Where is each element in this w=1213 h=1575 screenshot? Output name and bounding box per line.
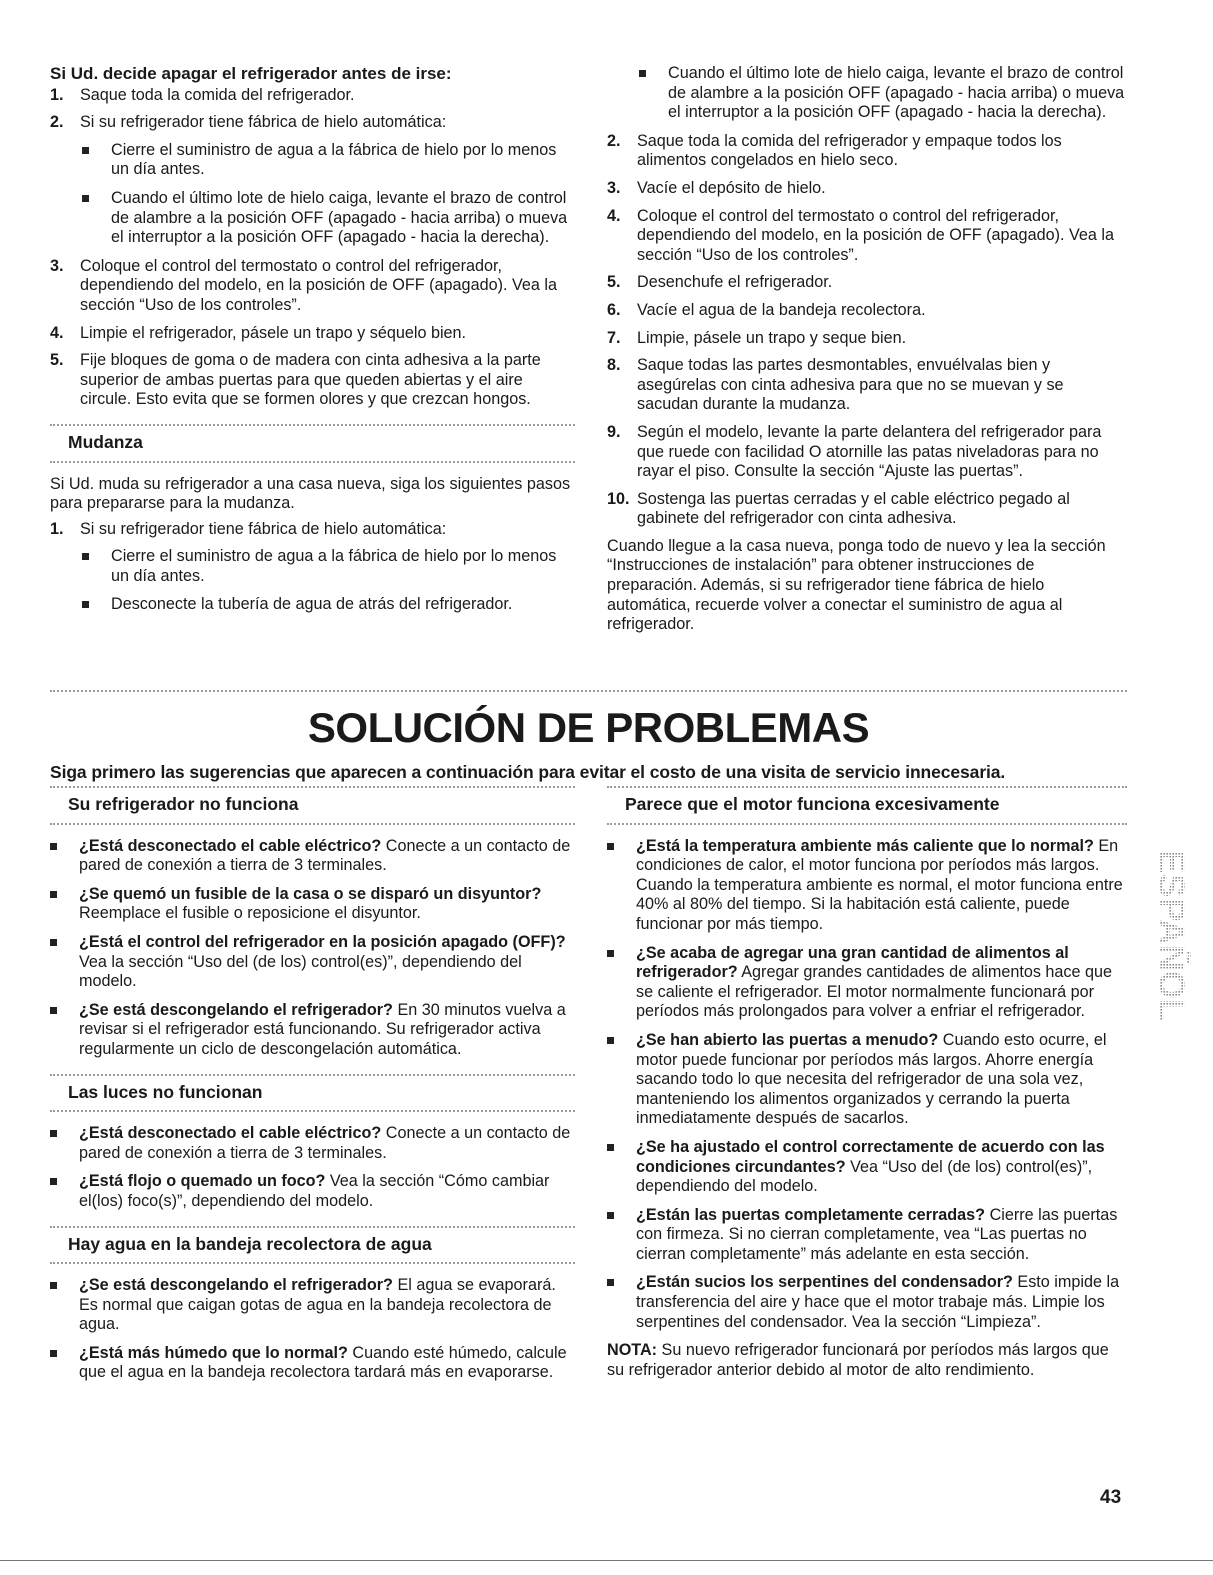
troubleshoot-item: ¿Está desconectado el cable eléctrico? Conecte a un contacto de pared de conexión a tierra de 3 terminales. [50,837,575,876]
section-heading-motor: Parece que el motor funciona excesivamente [607,786,1127,825]
list-item: 4. Limpie el refrigerador, pásele un trapo y séquelo bien. [50,323,467,342]
bullet-item: Desconecte la tubería de agua de atrás del refrigerador. [82,595,575,615]
bottom-left-column [50,786,575,1392]
section-heading-agua-bandeja: Hay agua en la bandeja recolectora de agua [50,1226,575,1265]
right-top-column [607,64,1127,641]
closing-paragraph: Cuando llegue a la casa nueva, ponga todo de nuevo y lea la sección “Instrucciones de instalación” para obtener instrucciones de preparación. Además, si su refrigerador tiene fábrica de hielo automática, recuerde volver a conectar el suministro de agua al refrigerador. [607,536,1106,634]
bullet-item: Cuando el último lote de hielo caiga, levante el brazo de control de alambre a la posición OFF (apagado - hacia arriba) o mueva el interruptor a la posición OFF (apagado - hacia la derecha). [639,64,1127,123]
list-item: 10. Sostenga las puertas cerradas y el cable eléctrico pegado al gabinete del refrigerador con cinta adhesiva. [607,489,1070,528]
list-item: 5. Desenchufe el refrigerador. [607,273,833,292]
list-item: 4. Coloque el control del termostato o control del refrigerador, dependiendo del modelo, en la posición de OFF (apagado). Vea la sección “Uso de los controles”. [607,206,1114,264]
list-item: 6. Vacíe el agua de la bandeja recolectora. [607,300,926,319]
troubleshoot-item: ¿Está más húmedo que lo normal? Cuando esté húmedo, calcule que el agua en la bandeja recolectora tardará más en evaporarse. [50,1344,575,1383]
list-item: 7. Limpie, pásele un trapo y seque bien. [607,328,907,347]
troubleshoot-item: ¿Está el control del refrigerador en la posición apagado (OFF)? Vea la sección “Uso del (de los) control(es)”, dependiendo del modelo. [50,933,575,992]
language-side-tab [1147,810,1191,1060]
troubleshoot-item: ¿Están las puertas completamente cerradas? Cierre las puertas con firmeza. Si no cierran completamente, vea “Las puertas no cierran completamente” más adelante en esta sección. [607,1206,1127,1265]
troubleshoot-item: ¿Están sucios los serpentines del condensador? Esto impide la transferencia del aire y hace que el motor trabaje más. Limpie los serpentines del condensador. Vea la sección “Limpieza”. [607,1273,1127,1332]
troubleshoot-item: ¿Está la temperatura ambiente más caliente que lo normal? En condiciones de calor, el motor funciona por períodos más largos. Cuando la temperatura ambiente es normal, el motor funciona entre 40% al 80% del tiempo. Si la habitación está caliente, puede funcionar por más tiempo. [607,837,1127,935]
list-item: 8. Saque todas las partes desmontables, envuélvalas bien y asegúrelas con cinta adhesiva para que no se muevan y se sacudan durante la mudanza. [607,356,1064,414]
page-title: SOLUCIÓN DE PROBLEMAS [307,704,870,751]
bottom-right-column [607,786,1127,1386]
language-tab-graphic [1147,810,1191,1060]
footer-rule [0,1560,1213,1561]
left-top-column [50,64,575,624]
note-paragraph: NOTA: Su nuevo refrigerador funcionará por períodos más largos que su refrigerador anterior debido al motor de alto rendimiento. [607,1341,1109,1379]
section-subheading: Si Ud. decide apagar el refrigerador antes de irse: [50,64,452,83]
bullet-item: Cuando el último lote de hielo caiga, levante el brazo de control de alambre a la posición OFF (apagado - hacia arriba) o mueva el interruptor a la posición OFF (apagado - hacia la derecha). [82,189,575,248]
section-divider [50,690,1127,692]
list-item: 5. Fije bloques de goma o de madera con cinta adhesiva a la parte superior de ambas puertas para que queden abiertas y el aire circule. Esto evita que se formen olores y que crezcan hongos. [50,351,541,409]
list-item: 2. Si su refrigerador tiene fábrica de hielo automática: [50,113,447,132]
troubleshoot-item: ¿Está flojo o quemado un foco? Vea la sección “Cómo cambiar el(los) foco(s)”, dependiendo del modelo. [50,1172,575,1211]
list-item: 2. Saque toda la comida del refrigerador y empaque todos los alimentos congelados en hielo seco. [607,131,1062,170]
bullet-item: Cierre el suministro de agua a la fábrica de hielo por lo menos un día antes. [82,547,575,586]
troubleshoot-item: ¿Se está descongelando el refrigerador? En 30 minutos vuelva a revisar si el refrigerador está funcionando. Su refrigerador activa regularmente un ciclo de descongelación automática. [50,1001,575,1060]
section-heading-luces: Las luces no funcionan [50,1074,575,1113]
page-subtitle: Siga primero las sugerencias que aparecen a continuación para evitar el costo de una visita de servicio innecesaria. [50,762,1006,782]
list-item: 1. Saque toda la comida del refrigerador. [50,85,355,104]
list-item: 3. Coloque el control del termostato o control del refrigerador, dependiendo del modelo, en la posición de OFF (apagado). Vea la sección “Uso de los controles”. [50,256,557,314]
troubleshoot-item: ¿Se han abierto las puertas a menudo? Cuando esto ocurre, el motor puede funcionar por períodos más largos. Ahorre energía sacando todo lo que necesita del refrigerador de una sola vez, manteniendo los alimentos organizados y cerrando la puerta inmediatamente después de sacarlos. [607,1031,1127,1129]
list-item: 1. Si su refrigerador tiene fábrica de hielo automática: [50,519,447,538]
mudanza-intro: Si Ud. muda su refrigerador a una casa nueva, siga los siguientes pasos para prepararse para la mudanza. [50,474,571,513]
section-heading-mudanza: Mudanza [50,424,575,463]
section-heading-no-funciona: Su refrigerador no funciona [50,786,575,825]
bullet-item: Cierre el suministro de agua a la fábrica de hielo por lo menos un día antes. [82,141,575,180]
troubleshoot-item: ¿Se ha ajustado el control correctamente de acuerdo con las condiciones circundantes? Vea “Uso del (de los) control(es)”, dependiendo del modelo. [607,1138,1127,1197]
page-number: 43 [1100,1487,1122,1508]
list-item: 3. Vacíe el depósito de hielo. [607,178,826,197]
troubleshoot-item: ¿Está desconectado el cable eléctrico? Conecte a un contacto de pared de conexión a tierra de 3 terminales. [50,1124,575,1163]
language-tab-text: ESPAÑOL [1151,849,1191,1021]
troubleshoot-item: ¿Se está descongelando el refrigerador? El agua se evaporará. Es normal que caigan gotas de agua en la bandeja recolectora de agua. [50,1276,575,1335]
troubleshoot-item: ¿Se quemó un fusible de la casa o se disparó un disyuntor? Reemplace el fusible o reposicione el disyuntor. [50,885,575,924]
troubleshoot-item: ¿Se acaba de agregar una gran cantidad de alimentos al refrigerador? Agregar grandes cantidades de alimentos hace que se caliente el refrigerador. El motor normalmente funcionará por períodos más prolongados para volver a enfriar el refrigerador. [607,944,1127,1022]
list-item: 9. Según el modelo, levante la parte delantera del refrigerador para que ruede con facilidad O atornille las patas niveladoras para no rayar el piso. Consulte la sección “Ajuste las puertas”. [607,422,1102,481]
